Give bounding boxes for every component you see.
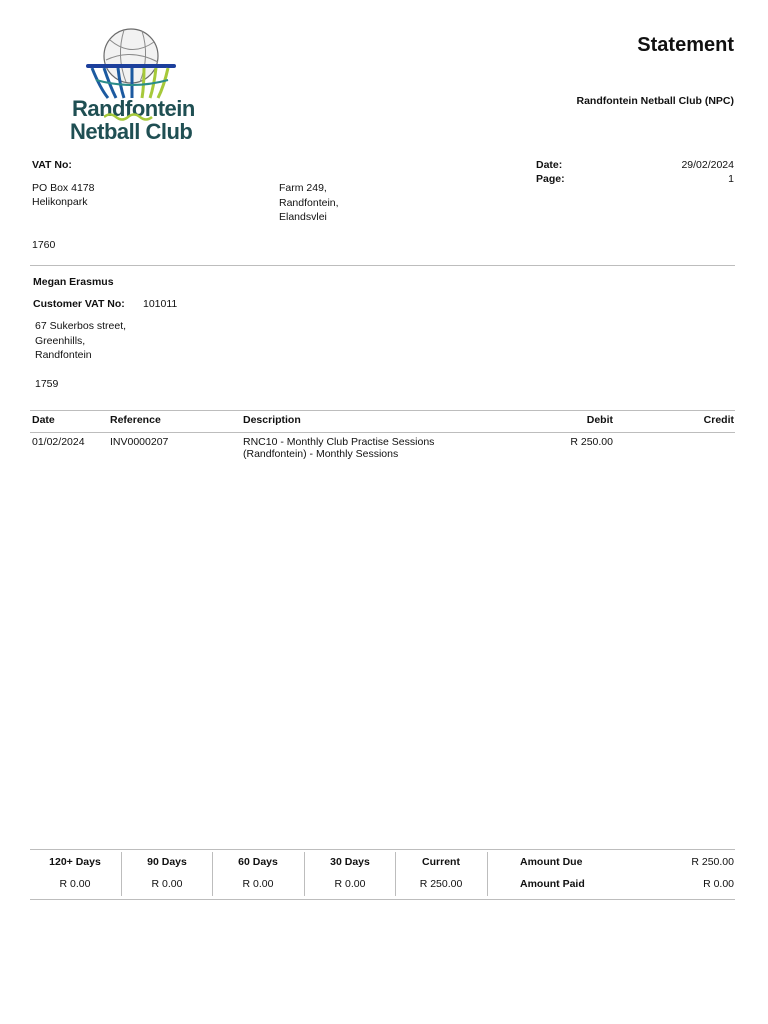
aging-label-30: 30 Days xyxy=(330,856,370,868)
netball-hoop-icon xyxy=(64,28,204,100)
aging-bottom-rule xyxy=(30,899,735,900)
table-header-rule xyxy=(30,432,735,433)
customer-postal-code: 1759 xyxy=(35,378,59,390)
customer-vat-label: Customer VAT No: xyxy=(33,298,125,310)
col-header-reference: Reference xyxy=(110,414,161,426)
customer-name: Megan Erasmus xyxy=(33,276,114,288)
postal-address-line: PO Box 4178 xyxy=(32,182,95,194)
table-top-rule xyxy=(30,410,735,411)
aging-value-current: R 250.00 xyxy=(419,878,463,890)
col-header-description: Description xyxy=(243,414,301,426)
row-description xyxy=(243,436,434,460)
physical-address-line: Randfontein, xyxy=(279,196,339,209)
physical-address-line: Farm 249, xyxy=(279,182,327,194)
amount-paid-value: R 0.00 xyxy=(703,878,734,890)
aging-value-30: R 0.00 xyxy=(334,878,366,890)
aging-value-60: R 0.00 xyxy=(242,878,274,890)
document-title: Statement xyxy=(637,34,734,56)
aging-separator xyxy=(487,852,488,896)
row-debit: R 250.00 xyxy=(570,436,613,448)
aging-value-90: R 0.00 xyxy=(151,878,183,890)
col-header-debit: Debit xyxy=(586,414,613,426)
row-date: 01/02/2024 xyxy=(32,436,85,448)
aging-label-60: 60 Days xyxy=(238,856,278,868)
aging-label-current: Current xyxy=(422,856,460,868)
customer-address-line: Randfontein xyxy=(35,349,92,361)
club-logo xyxy=(64,28,204,146)
logo-line-1: Randfontein xyxy=(72,96,195,121)
aging-value-120: R 0.00 xyxy=(59,878,91,890)
company-name: Randfontein Netball Club (NPC) xyxy=(576,95,734,107)
aging-top-rule xyxy=(30,849,735,850)
amount-due-label: Amount Due xyxy=(520,856,583,868)
customer-address-line: 67 Sukerbos street, xyxy=(35,320,127,332)
logo-line-2: Netball Club xyxy=(70,119,193,144)
col-header-credit: Credit xyxy=(703,414,734,426)
company-vat-label: VAT No: xyxy=(32,159,72,171)
page-value: 1 xyxy=(728,173,734,185)
customer-address-line: Greenhills, xyxy=(35,334,86,347)
customer-vat-value: 101011 xyxy=(143,298,178,310)
col-header-date: Date xyxy=(32,414,55,426)
row-description-line: RNC10 - Monthly Club Practise Sessions xyxy=(243,436,435,448)
date-label: Date: xyxy=(536,159,563,171)
date-value: 29/02/2024 xyxy=(681,159,734,171)
postal-address-line: Helikonpark xyxy=(32,196,88,208)
amount-paid-label: Amount Paid xyxy=(520,878,585,890)
postal-code: 1760 xyxy=(32,239,56,251)
postal-address xyxy=(32,181,94,209)
customer-address xyxy=(35,319,126,363)
divider xyxy=(30,265,735,266)
amount-due-value: R 250.00 xyxy=(691,856,734,868)
aging-label-120: 120+ Days xyxy=(49,856,101,868)
physical-address xyxy=(279,181,339,225)
row-reference: INV0000207 xyxy=(110,436,169,448)
page-label: Page: xyxy=(536,173,565,185)
physical-address-line: Elandsvlei xyxy=(279,211,327,223)
aging-label-90: 90 Days xyxy=(147,856,187,868)
row-description-line: (Randfontein) - Monthly Sessions xyxy=(243,448,399,460)
